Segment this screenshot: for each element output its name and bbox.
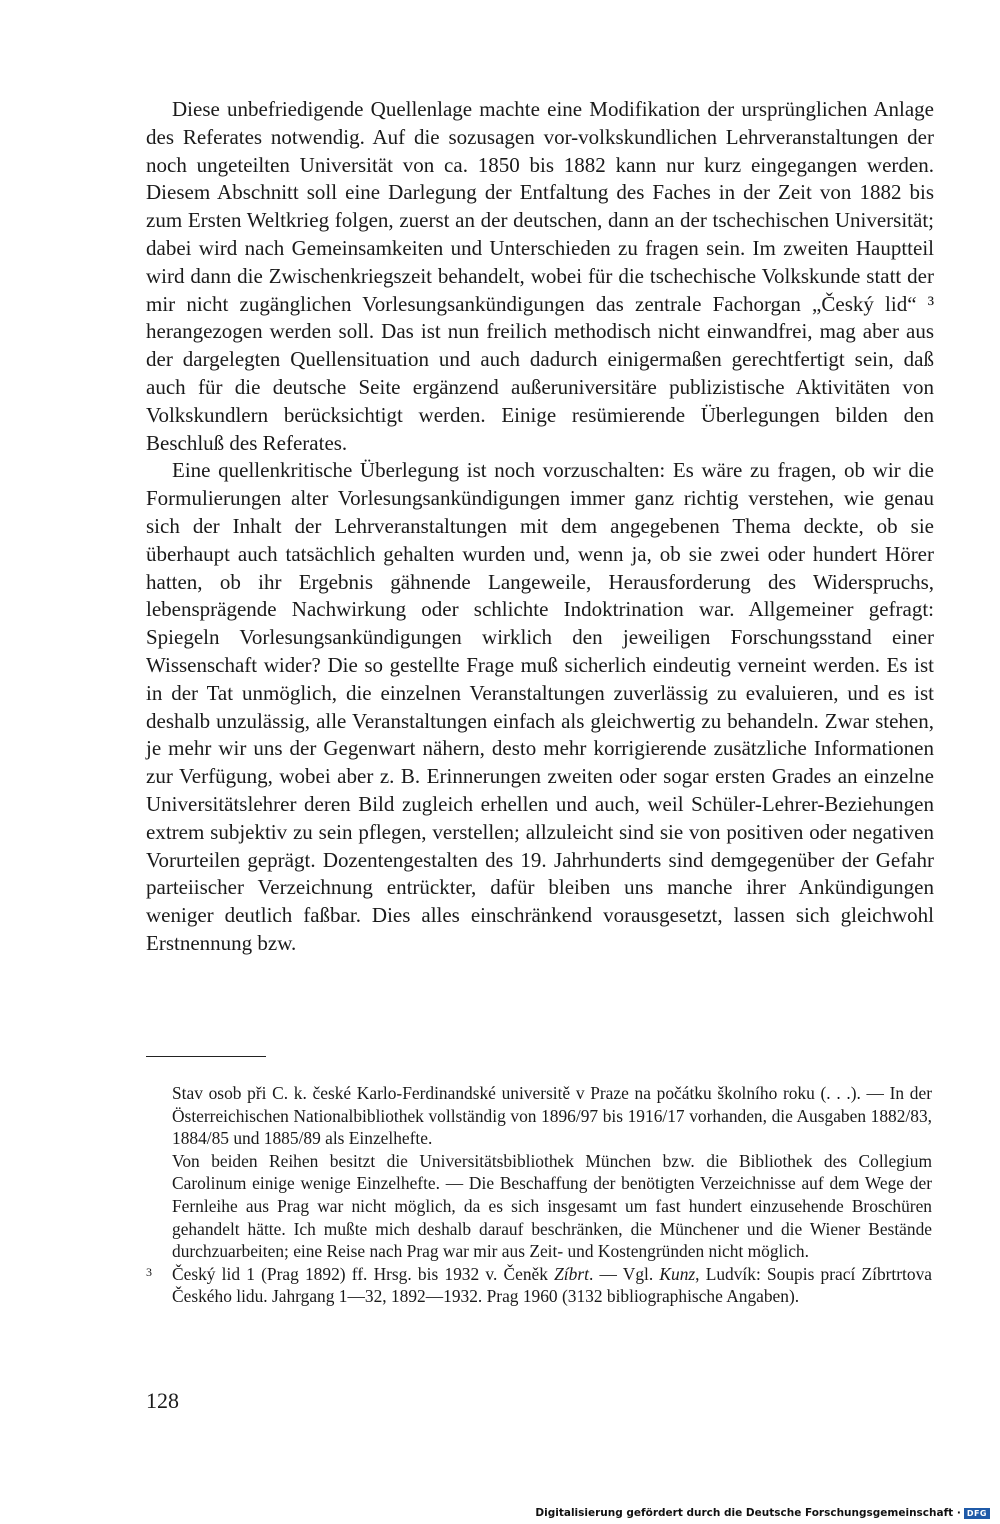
- credit-text: Digitalisierung gefördert durch die Deutsche Forschungsgemeinschaft ·: [535, 1507, 961, 1519]
- author-name: Zíbrt: [554, 1263, 589, 1284]
- body-paragraph: Diese unbefriedigende Quellenlage machte eine Modifikation der ursprünglichen Anlage des Referates notwendig. Auf die sozusagen vor-volkskundlichen Lehrveranstaltungen der noch ungeteilten Universität von ca. 1850 bis 1882 kann nur kurz eingegangen werden. Diesem Abschnitt soll eine Darlegung der Entfaltung des Faches in der Zeit von 1882 bis zum Ersten Weltkrieg folgen, zuerst an der deutschen, dann an der tschechischen Universität; dabei wird nach Gemeinsamkeiten und Unterschieden zu fragen sein. Im zweiten Hauptteil wird dann die Zwischenkriegszeit behandelt, wobei für die tschechische Volkskunde statt der mir nicht zugänglichen Vorlesungsankündigungen das zentrale Fachorgan „Český lid“ ³ herangezogen werden soll. Das ist nun freilich methodisch nicht einwandfrei, mag aber aus der dargelegten Quellensituation und auch dadurch einigermaßen gerechtfertigt sein, daß auch für die deutsche Seite ergänzend außeruniversitäre publizistische Aktivitäten von Volkskundlern berücksichtigt werden. Einige resümierende Überlegungen bilden den Beschluß des Referates.: [146, 97, 934, 455]
- footnote-3: [146, 1263, 932, 1308]
- footnote-text-part: , Ludvík: Soupis prací Zíbrtrtova Českého lidu. Jahrgang 1—32, 1892—1932. Prag 1960 (3132 bibliographische Angaben).: [172, 1263, 932, 1307]
- footnote-divider: [146, 1056, 266, 1057]
- footnotes: [146, 1082, 932, 1308]
- footnote-continuation: Von beiden Reihen besitzt die Universitätsbibliothek München bzw. die Bibliothek des Collegium Carolinum einige wenige Einzelhefte. — Die Beschaffung der benötigten Verzeichnisse auf dem Wege der Fernleihe aus Prag war nicht möglich, da es sich insgesamt um fast hundert einzusehende Broschüren gehandelt hätte. Ich mußte mich deshalb darauf beschränken, die Münchener und die Wiener Bestände durchzuarbeiten; eine Reise nach Prag war mir aus Zeit- und Kostengründen nicht möglich.: [172, 1150, 932, 1262]
- dfg-logo: DFG: [964, 1508, 990, 1519]
- author-name: Kunz: [659, 1263, 696, 1284]
- footnote-continuation: Stav osob při C. k. české Karlo-Ferdinandské universitě v Praze na počátku školního roku (. . .). — In der Österreichischen Nationalbibliothek vollständig von 1896/97 bis 1916/17 vorhanden, die Ausgaben 1882/83, 1884/85 und 1885/89 als Einzelhefte.: [172, 1083, 932, 1149]
- digitization-credit: [535, 1507, 990, 1519]
- body-paragraph: Eine quellenkritische Überlegung ist noch vorzuschalten: Es wäre zu fragen, ob wir die Formulierungen alter Vorlesungsankündigungen immer ganz richtig verstehen, wie genau sich der Inhalt der Lehrveranstaltungen mit dem angegebenen Thema deckte, ob sie überhaupt auch tatsächlich gehalten wurden und, wenn ja, ob sie zwei oder hundert Hörer hatten, ob ihr Ergebnis gähnende Langeweile, Herausforderung des Widerspruchs, lebensprägende Nachwirkung oder schlichte Indoktrination war. Allgemeiner gefragt: Spiegeln Vorlesungsankündigungen wirklich den jeweiligen Forschungsstand einer Wissenschaft wider? Die so gestellte Frage muß sicherlich eindeutig verneint werden. Es ist in der Tat unmöglich, die einzelnen Veranstaltungen zuverlässig zu evaluieren, und es ist deshalb unzulässig, alle Veranstaltungen einfach als gleichwertig zu behandeln. Zwar stehen, je mehr wir uns der Gegenwart nähern, desto mehr korrigierende zusätzliche Informationen zur Verfügung, wobei aber z. B. Erinnerungen zweiten oder sogar ersten Grades an einzelne Universitätslehrer deren Bild zugleich erhellen und auch, weil Schüler-Lehrer-Beziehungen extrem subjektiv zu sein pflegen, verstellen; allzuleicht sind sie von positiven oder negativen Vorurteilen geprägt. Dozentengestalten des 19. Jahrhunderts sind demgegenüber der Gefahr parteiischer Verzeichnung entrückter, dafür bleiben uns manche ihrer Ankündigungen weniger deutlich faßbar. Dies alles einschränkend vorausgesetzt, lassen sich gleichwohl Erstnennung bzw.: [146, 458, 934, 955]
- footnote-text-part: Český lid 1 (Prag 1892) ff. Hrsg. bis 1932 v. Čeněk: [172, 1263, 555, 1284]
- page-number: 128: [146, 1388, 179, 1413]
- footnote-text-part: . — Vgl.: [588, 1263, 660, 1284]
- footnote-text: [172, 1263, 932, 1308]
- footnote-marker: 3: [146, 1264, 152, 1279]
- main-text: [146, 96, 934, 958]
